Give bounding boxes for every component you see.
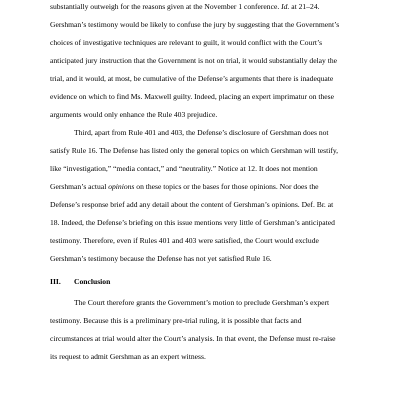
paragraph-3-line-2: testimony. Because this is a preliminary pre-trial ruling, it is possible that facts and xyxy=(50,316,302,325)
paragraph-1-line-1: substantially outweigh for the reasons given at the November 1 conference. Id. at 21–24. xyxy=(50,2,320,11)
paragraph-2-line-1: Third, apart from Rule 401 and 403, the Defense’s disclosure of Gershman does not xyxy=(74,128,329,137)
section-heading xyxy=(50,277,110,286)
paragraph-2-line-4: Gershman’s actual opinions on these topics or the bases for those opinions. Nor does the xyxy=(50,182,319,191)
paragraph-2-line-7: testimony. Therefore, even if Rules 401 and 403 were satisfied, the Court would exclude xyxy=(50,236,319,245)
paragraph-3-line-1: The Court therefore grants the Government’s motion to preclude Gershman’s expert xyxy=(74,298,330,307)
paragraph-2-line-2: satisfy Rule 16. The Defense has listed only the general topics on which Gershman will testify, xyxy=(50,146,339,155)
paragraph-2-line-6: 18. Indeed, the Defense’s briefing on this issue mentions very little of Gershman’s anticipated xyxy=(50,218,335,227)
paragraph-1-line-4: anticipated jury instruction that the Government is not on trial, it would substantially delay the xyxy=(50,56,338,65)
section-number: III. xyxy=(50,277,61,286)
citation-id-italic: Id. xyxy=(281,2,290,11)
section-title: Conclusion xyxy=(74,277,111,286)
paragraph-2-line-5: Defense’s response brief add any detail about the content of Gershman’s opinions. Def. Br. at xyxy=(50,200,334,209)
paragraph-3-line-4: its request to admit Gershman as an expert witness. xyxy=(50,352,206,361)
paragraph-3-line-3: circumstances at trial would alter the Court’s analysis. In that event, the Defense must re-raise xyxy=(50,334,336,343)
paragraph-1-line-6: evidence on which to find Ms. Maxwell guilty. Indeed, placing an expert imprimatur on these xyxy=(50,92,334,101)
paragraph-1-line-5: trial, and it would, at most, be cumulative of the Defense’s arguments that there is inadequate xyxy=(50,74,334,83)
paragraph-1-line-2: Gershman’s testimony would be likely to confuse the jury by suggesting that the Government’s xyxy=(50,20,340,29)
paragraph-1-line-3: choices of investigative techniques are relevant to guilt, it would conflict with the Court’s xyxy=(50,38,323,47)
paragraph-2-line-3: like “investigation,” “media contact,” and “neutrality.” Notice at 12. It does not mention xyxy=(50,164,318,173)
paragraph-1-line-7: arguments would only enhance the Rule 403 prejudice. xyxy=(50,110,218,119)
paragraph-2-line-8: Gershman’s testimony because the Defense has not yet satisfied Rule 16. xyxy=(50,254,272,263)
opinions-italic: opinions xyxy=(108,182,135,191)
